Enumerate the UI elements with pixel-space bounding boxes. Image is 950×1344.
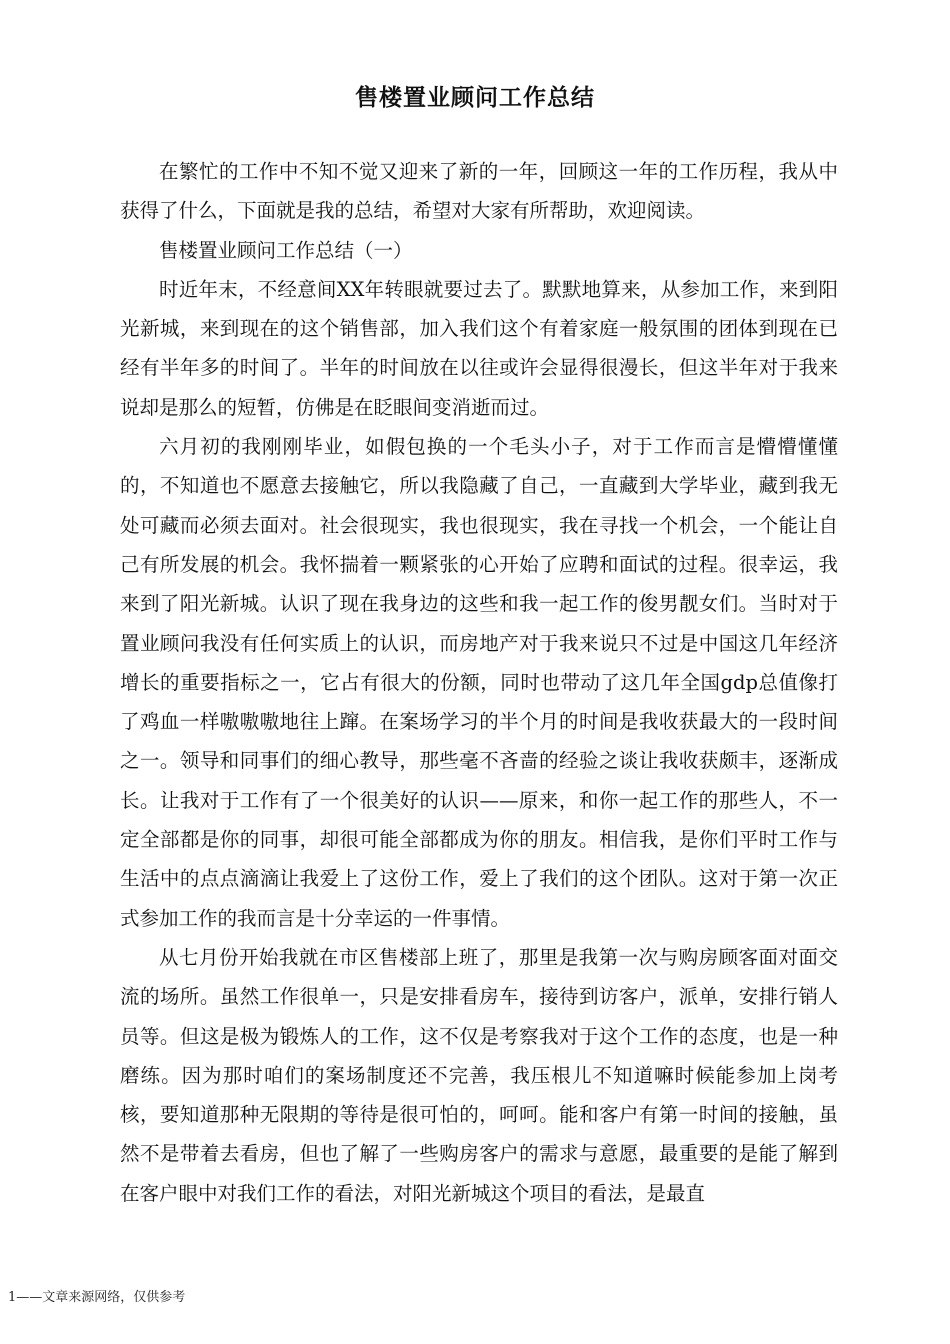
- paragraph: 从七月份开始我就在市区售楼部上班了，那里是我第一次与购房顾客面对面交流的场所。虽然工作很单一，只是安排看房车，接待到访客户，派单，安排行销人员等。但这是极为锻炼人的工作，这不仅是考察我对于这个工作的态度，也是一种磨练。因为那时咱们的案场制度还不完善，我压根儿不知道嘛时候能参加上岗考核，要知道那种无限期的等待是很可怕的，呵呵。能和客户有第一时间的接触，虽然不是带着去看房，但也了解了一些购房客户的需求与意愿，最重要的是能了解到在客户眼中对我们工作的看法，对阳光新城这个项目的看法，是最直: [120, 945, 838, 1205]
- section-heading: 售楼置业顾问工作总结（一）: [159, 238, 413, 262]
- document-body: [120, 152, 838, 1213]
- document-title: 售楼置业顾问工作总结: [355, 85, 595, 111]
- page-footer: 1——文章来源网络，仅供参考: [8, 1290, 186, 1305]
- paragraph: 时近年末，不经意间XX年转眼就要过去了。默默地算来，从参加工作，来到阳光新城，来到现在的这个销售部，加入我们这个有着家庭一般氛围的团体到现在已经有半年多的时间了。半年的时间放在以往或许会显得很漫长，但这半年对于我来说却是那么的短暂，仿佛是在眨眼间变消逝而过。: [120, 277, 838, 419]
- paragraph: 六月初的我刚刚毕业，如假包换的一个毛头小子，对于工作而言是懵懵懂懂的，不知道也不愿意去接触它，所以我隐藏了自己，一直藏到大学毕业，藏到我无处可藏而必须去面对。社会很现实，我也很现实，我在寻找一个机会，一个能让自己有所发展的机会。我怀揣着一颗紧张的心开始了应聘和面试的过程。很幸运，我来到了阳光新城。认识了现在我身边的这些和我一起工作的俊男靓女们。当时对于置业顾问我没有任何实质上的认识，而房地产对于我来说只不过是中国这几年经济增长的重要指标之一，它占有很大的份额，同时也带动了这几年全国gdp总值像打了鸡血一样嗷嗷嗷地往上蹿。在案场学习的半个月的时间是我收获最大的一段时间之一。领导和同事们的细心教导，那些毫不吝啬的经验之谈让我收获颇丰，逐渐成长。让我对于工作有了一个很美好的认识——原来，和你一起工作的那些人，不一定全部都是你的同事，却很可能全部都成为你的朋友。相信我，是你们平时工作与生活中的点点滴滴让我爱上了这份工作，爱上了我们的这个团队。这对于第一次正式参加工作的我而言是十分幸运的一件事情。: [120, 435, 838, 930]
- paragraph-intro: 在繁忙的工作中不知不觉又迎来了新的一年，回顾这一年的工作历程，我从中获得了什么，下面就是我的总结，希望对大家有所帮助，欢迎阅读。: [120, 160, 838, 223]
